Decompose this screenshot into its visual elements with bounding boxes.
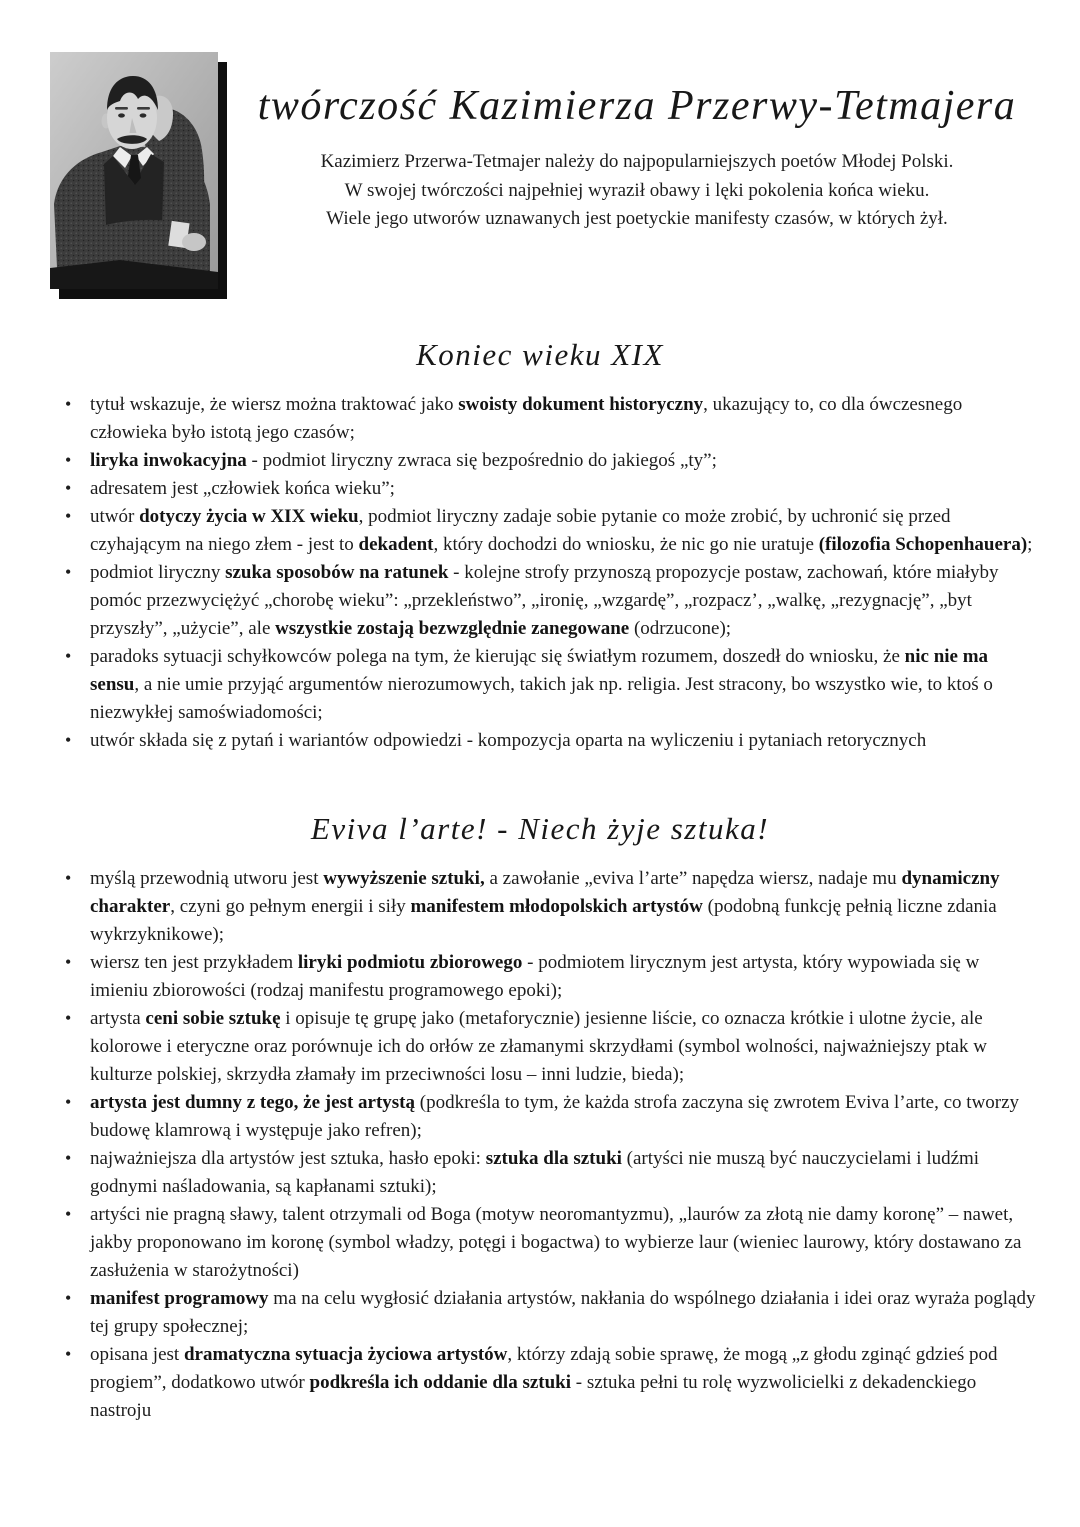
bullet-item — [58, 643, 1036, 727]
bullet-marker-icon: • — [65, 1148, 72, 1168]
bullet-text: utwór składa się z pytań i wariantów odpowiedzi - kompozycja oparta na wyliczeniu i pytaniach retorycznych — [90, 730, 927, 751]
bullet-item — [58, 949, 1036, 1005]
bullet-text-bold: nic nie ma sensu — [90, 646, 989, 695]
bullet-text-bold: szuka sposobów na ratunek — [225, 562, 449, 583]
bullet-text: adresatem jest „człowiek końca wieku”; — [90, 478, 395, 499]
bullet-marker-icon: • — [65, 646, 72, 666]
bullet-marker-icon: • — [65, 952, 72, 972]
bullet-item — [58, 1341, 1036, 1425]
bullet-text: (odrzucone); — [629, 618, 732, 639]
bullet-item — [58, 727, 1036, 755]
bullet-text-bold: artysta jest dumny z tego, że jest artystą — [90, 1092, 416, 1113]
bullet-text: a zawołanie „eviva l’arte” napędza wiersz, nadaje mu — [484, 868, 902, 889]
bullet-text: ; — [1027, 534, 1033, 555]
bullet-text-bold: wywyższenie sztuki, — [323, 868, 485, 889]
bullet-text-bold: dynamiczny charakter — [90, 868, 1000, 917]
bullet-text-bold: dotyczy życia w XIX wieku — [139, 506, 359, 527]
bullet-text-bold: wszystkie zostają bezwzględnie zanegowane — [275, 618, 630, 639]
portrait-photo — [50, 52, 218, 289]
bullet-text: (artyści nie muszą być nauczycielami i ludźmi godnymi naśladowania, są kapłanami sztuki); — [90, 1148, 980, 1197]
bullet-marker-icon: • — [65, 478, 72, 498]
bullet-text-bold: sztuka dla sztuki — [485, 1148, 622, 1169]
bullet-marker-icon: • — [65, 394, 72, 414]
bullet-text: , którzy zdają sobie sprawę, że mogą „z głodu zginąć gdzieś pod progiem”, dodatkowo utwór — [90, 1344, 998, 1393]
bullet-item — [58, 559, 1036, 643]
bullet-text: myślą przewodnią utworu jest — [90, 868, 324, 889]
bullet-text-bold: dramatyczna sytuacja życiowa artystów — [183, 1344, 508, 1365]
bullet-text-bold: podkreśla ich oddanie dla sztuki — [309, 1372, 572, 1393]
bullet-text: - kolejne strofy przynoszą propozycje postaw, zachowań, które miałyby pomóc przezwyciężyć „chorobę wieku”: „przekleństwo”, „ironię, „wzgardę”, „rozpacz’, „walkę, „rezygnację”, „byt przyszły”, „użycie”, ale — [90, 562, 999, 639]
bullet-text: artysta — [90, 1008, 146, 1029]
bullet-marker-icon: • — [65, 1008, 72, 1028]
bullet-item — [58, 865, 1036, 949]
bullet-marker-icon: • — [65, 1204, 72, 1224]
bullet-text: , który dochodzi do wniosku, że nic go nie uratuje — [433, 534, 819, 555]
bullet-list-koniec-wieku — [58, 391, 1036, 755]
intro-line-1: Kazimierz Przerwa-Tetmajer należy do najpopularniejszych poetów Młodej Polski. — [320, 151, 954, 172]
bullet-text: - sztuka pełni tu rolę wyzwolicielki z dekadenckiego nastroju — [90, 1372, 977, 1421]
bullet-text-bold: swoisty dokument historyczny — [458, 394, 704, 415]
bullet-marker-icon: • — [65, 562, 72, 582]
bullet-item — [58, 1005, 1036, 1089]
bullet-item — [58, 1285, 1036, 1341]
section-heading-koniec-wieku: Koniec wieku XIX — [416, 337, 664, 372]
bullet-item — [58, 1145, 1036, 1201]
section-heading-eviva-larte: Eviva l’arte! - Niech żyje sztuka! — [310, 811, 770, 846]
bullet-text: tytuł wskazuje, że wiersz można traktować jako — [90, 394, 459, 415]
bullet-item — [58, 475, 1036, 503]
bullet-marker-icon: • — [65, 868, 72, 888]
bullet-text-bold: manifest programowy — [90, 1288, 269, 1309]
bullet-item — [58, 503, 1036, 559]
bullet-item — [58, 1089, 1036, 1145]
bullet-text: wiersz ten jest przykładem — [90, 952, 298, 973]
bullet-text-bold: dekadent — [358, 534, 434, 555]
bullet-text: i opisuje tę grupę jako (metaforycznie) jesienne liście, co oznacza krótkie i ulotne życie, ale kolorowe i eteryczne oraz porównuje ich do orłów ze złamanymi skrzydłami (symbol wolności, najważniejszy ptak w kulturze polskiej, skrzydła złamały im przeciwności losu – inni ludzie, bieda); — [90, 1008, 987, 1085]
bullet-text: (podobną funkcję pełnią liczne zdania wykrzyknikowe); — [90, 896, 997, 945]
bullet-text: opisana jest — [90, 1344, 184, 1365]
bullet-text: , czyni go pełnym energii i siły — [170, 896, 411, 917]
bullet-text: - podmiotem lirycznym jest artysta, który wypowiada się w imieniu zbiorowości (rodzaj manifestu programowego epoki); — [90, 952, 980, 1001]
bullet-text: utwór — [90, 506, 140, 527]
bullet-marker-icon: • — [65, 1092, 72, 1112]
intro-line-2: W swojej twórczości najpełniej wyraził obawy i lęki pokolenia końca wieku. — [344, 179, 930, 201]
document-header — [0, 0, 1080, 289]
section-eviva-larte — [0, 811, 1080, 1425]
bullet-text-bold: (filozofia Schopenhauera) — [818, 534, 1028, 555]
bullet-text: artyści nie pragną sławy, talent otrzymali od Boga (motyw neoromantyzmu), „laurów za złotą nie damy koronę” – nawet, jakby proponowano im koronę (symbol władzy, potęgi i bogactwa) to wybierze laur (wieniec laurowy, który dostawano za zasłużenia w starożytności) — [90, 1204, 1022, 1281]
intro-line-3: Wiele jego utworów uznawanych jest poetyckie manifesty czasów, w których żył. — [326, 208, 948, 229]
bullet-marker-icon: • — [65, 450, 72, 470]
bullet-text-bold: liryki podmiotu zbiorowego — [297, 952, 523, 973]
bullet-text-bold: liryka inwokacyjna — [90, 450, 247, 471]
bullet-text: , ukazujący to, co dla ówczesnego człowieka było istotą jego czasów; — [90, 394, 963, 443]
bullet-item — [58, 447, 1036, 475]
bullet-text: , a nie umie przyjąć argumentów nierozumowych, takich jak np. religia. Jest stracony, bo wszystko wie, to ktoś o niezwykłej samoświadomości; — [90, 674, 993, 723]
portrait-image — [50, 52, 218, 289]
bullet-text: ma na celu wygłosić działania artystów, nakłania do wspólnego działania i idei oraz wyraża poglądy tej grupy społecznej; — [90, 1288, 1036, 1337]
bullet-marker-icon: • — [65, 1288, 72, 1308]
bullet-text: podmiot liryczny — [90, 562, 226, 583]
bullet-text: (podkreśla to tym, że każda strofa zaczyna się zwrotem Eviva l’arte, co tworzy budowę klamrową i występuje jako refren); — [90, 1092, 1020, 1141]
bullet-text: - podmiot liryczny zwraca się bezpośrednio do jakiegoś „ty”; — [246, 450, 717, 471]
bullet-marker-icon: • — [65, 506, 72, 526]
section-koniec-wieku-xix — [0, 337, 1080, 755]
bullet-item — [58, 1201, 1036, 1285]
bullet-item — [58, 391, 1036, 447]
bullet-text: , podmiot liryczny zadaje sobie pytanie co może zrobić, by uchronić się przed czyhającym na niego złem - jest to — [90, 506, 951, 555]
bullet-text: najważniejsza dla artystów jest sztuka, hasło epoki: — [90, 1148, 486, 1169]
bullet-text-bold: manifestem młodopolskich artystów — [410, 896, 703, 917]
page-title: twórczość Kazimierza Przerwy-Tetmajera — [257, 83, 1017, 129]
bullet-text-bold: ceni sobie sztukę — [145, 1008, 281, 1029]
bullet-text: paradoks sytuacji schyłkowców polega na tym, że kierując się światłym rozumem, doszedł do wniosku, że — [90, 646, 905, 667]
bullet-marker-icon: • — [65, 730, 72, 750]
header-text-block — [218, 52, 1030, 289]
bullet-list-eviva-larte — [58, 865, 1036, 1425]
bullet-marker-icon: • — [65, 1344, 72, 1364]
